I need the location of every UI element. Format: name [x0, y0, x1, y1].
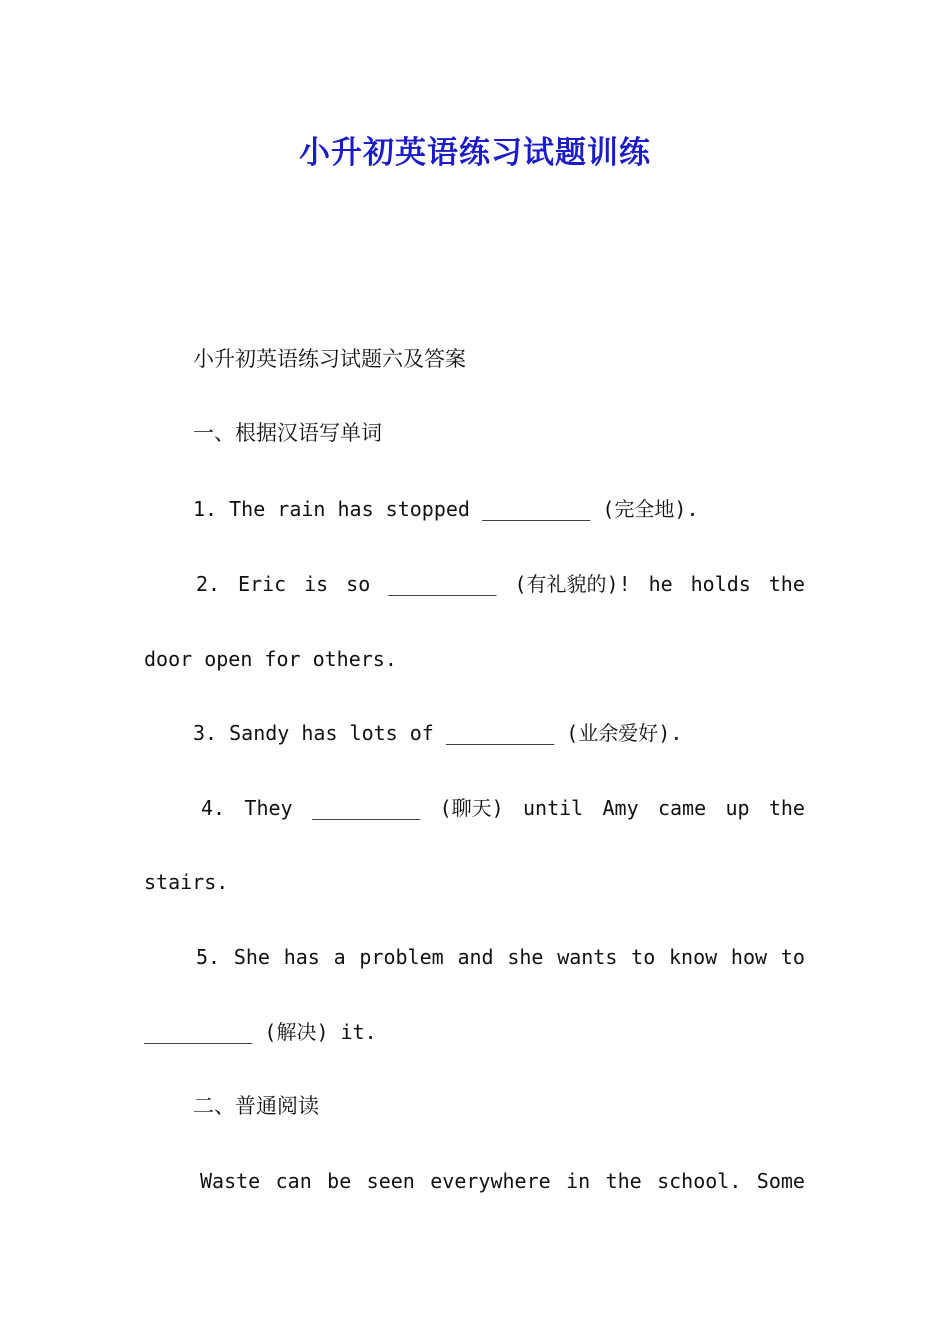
word: a — [333, 945, 346, 969]
word: has — [283, 945, 320, 969]
word: She — [233, 945, 270, 969]
question-2-line-1 — [196, 564, 805, 604]
word: she — [507, 945, 544, 969]
word: school. — [657, 1169, 742, 1193]
reading-passage-line-1 — [200, 1161, 805, 1201]
word: be — [327, 1169, 352, 1193]
word: seen — [366, 1169, 415, 1193]
word: up — [725, 796, 750, 820]
word: wants — [557, 945, 618, 969]
question-4-line-2: stairs. — [144, 870, 229, 894]
word: They — [244, 796, 293, 820]
word: holds — [690, 572, 751, 596]
question-5-line-1 — [196, 937, 805, 977]
word: problem — [359, 945, 444, 969]
word: is — [304, 572, 329, 596]
question-1: 1. The rain has stopped _________ (完全地). — [193, 497, 699, 521]
document-subtitle: 小升初英语练习试题六及答案 — [193, 347, 466, 371]
word: Amy — [602, 796, 639, 820]
question-3: 3. Sandy has lots of _________ (业余爱好). — [193, 721, 683, 745]
word: the — [768, 796, 805, 820]
question-2-line-2: door open for others. — [144, 647, 397, 671]
word: in — [566, 1169, 591, 1193]
word: Some — [756, 1169, 805, 1193]
section-heading-vocabulary: 一、根据汉语写单词 — [193, 421, 382, 445]
word: so — [346, 572, 371, 596]
word: everywhere — [430, 1169, 551, 1193]
word: the — [768, 572, 805, 596]
word: know — [669, 945, 718, 969]
document-title: 小升初英语练习试题训练 — [299, 135, 651, 171]
question-4-line-1 — [201, 788, 805, 828]
word: Waste — [200, 1169, 261, 1193]
word: the — [605, 1169, 642, 1193]
word: Eric — [238, 572, 287, 596]
word: 4. — [201, 796, 226, 820]
word: (聊天) — [439, 796, 504, 820]
answer-blank: _________ — [388, 572, 497, 596]
word: until — [522, 796, 584, 820]
question-5-line-2: _________ (解决) it. — [144, 1020, 377, 1044]
word: came — [657, 796, 707, 820]
word: can — [275, 1169, 312, 1193]
word: (有礼貌的)! — [514, 572, 631, 596]
word: 5. — [196, 945, 221, 969]
section-heading-reading: 二、普通阅读 — [193, 1094, 319, 1118]
word: to — [631, 945, 656, 969]
word: he — [648, 572, 673, 596]
word: how — [730, 945, 768, 969]
answer-blank: _________ — [311, 796, 421, 820]
word: and — [457, 945, 494, 969]
word: to — [780, 945, 805, 969]
word: 2. — [196, 572, 221, 596]
